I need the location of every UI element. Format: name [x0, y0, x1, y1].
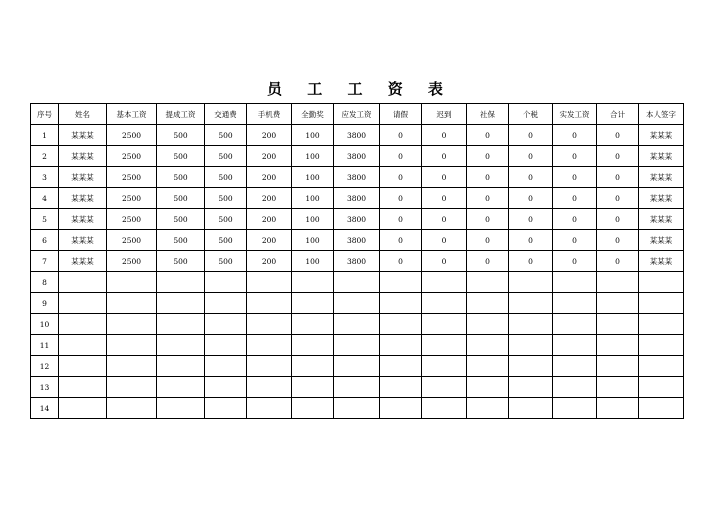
table-cell: 0 — [553, 146, 597, 167]
table-cell — [107, 314, 157, 335]
table-cell — [597, 335, 639, 356]
table-cell — [467, 398, 509, 419]
table-cell: 3800 — [334, 146, 380, 167]
table-cell — [597, 356, 639, 377]
salary-table — [30, 103, 684, 419]
table-cell: 0 — [422, 125, 467, 146]
table-cell — [247, 314, 292, 335]
table-row — [31, 188, 684, 209]
column-header: 本人签字 — [639, 104, 684, 125]
table-cell — [639, 398, 684, 419]
table-row — [31, 272, 684, 293]
table-cell: 0 — [509, 251, 553, 272]
table-cell — [422, 377, 467, 398]
table-cell: 0 — [422, 209, 467, 230]
table-cell — [509, 272, 553, 293]
table-cell: 7 — [31, 251, 59, 272]
table-cell — [205, 314, 247, 335]
table-cell: 3800 — [334, 125, 380, 146]
table-cell: 500 — [157, 146, 205, 167]
table-row — [31, 167, 684, 188]
table-cell: 0 — [380, 167, 422, 188]
table-cell: 500 — [205, 146, 247, 167]
table-cell — [292, 398, 334, 419]
table-cell — [334, 398, 380, 419]
table-cell: 2500 — [107, 146, 157, 167]
table-cell: 0 — [422, 188, 467, 209]
table-cell: 0 — [380, 209, 422, 230]
table-cell — [59, 335, 107, 356]
table-cell: 13 — [31, 377, 59, 398]
table-cell — [292, 356, 334, 377]
table-cell — [157, 335, 205, 356]
table-cell — [509, 314, 553, 335]
table-cell: 0 — [380, 251, 422, 272]
table-cell: 500 — [157, 188, 205, 209]
table-cell — [59, 398, 107, 419]
table-cell — [422, 272, 467, 293]
column-header: 提成工资 — [157, 104, 205, 125]
table-cell: 0 — [509, 125, 553, 146]
table-cell: 200 — [247, 230, 292, 251]
column-header: 请假 — [380, 104, 422, 125]
table-row — [31, 230, 684, 251]
column-header: 序号 — [31, 104, 59, 125]
table-cell — [205, 398, 247, 419]
table-cell: 0 — [467, 251, 509, 272]
table-cell: 0 — [509, 188, 553, 209]
table-cell — [157, 314, 205, 335]
table-cell — [247, 272, 292, 293]
table-cell — [59, 377, 107, 398]
table-row — [31, 125, 684, 146]
table-cell: 0 — [380, 188, 422, 209]
table-cell: 0 — [509, 167, 553, 188]
table-cell — [422, 293, 467, 314]
table-cell: 2 — [31, 146, 59, 167]
table-cell — [509, 293, 553, 314]
table-cell: 2500 — [107, 209, 157, 230]
table-cell — [59, 272, 107, 293]
table-cell — [292, 314, 334, 335]
table-cell — [380, 272, 422, 293]
table-cell — [380, 398, 422, 419]
table-cell — [247, 293, 292, 314]
table-cell: 3800 — [334, 251, 380, 272]
table-cell — [639, 272, 684, 293]
column-header: 全勤奖 — [292, 104, 334, 125]
table-cell: 500 — [157, 167, 205, 188]
table-cell: 200 — [247, 209, 292, 230]
table-header — [31, 104, 684, 125]
table-cell — [509, 356, 553, 377]
page-title: 员 工 工 资 表 — [267, 80, 453, 98]
table-cell: 100 — [292, 167, 334, 188]
table-cell — [157, 293, 205, 314]
table-row — [31, 398, 684, 419]
table-cell: 0 — [380, 125, 422, 146]
table-cell — [157, 272, 205, 293]
table-row — [31, 251, 684, 272]
column-header: 个税 — [509, 104, 553, 125]
table-cell — [639, 314, 684, 335]
table-cell — [553, 377, 597, 398]
table-cell — [59, 356, 107, 377]
table-cell: 某某某 — [639, 146, 684, 167]
table-cell: 500 — [157, 230, 205, 251]
table-cell — [509, 398, 553, 419]
table-cell — [639, 356, 684, 377]
table-row — [31, 293, 684, 314]
column-header: 应发工资 — [334, 104, 380, 125]
table-cell: 0 — [597, 230, 639, 251]
table-cell — [107, 293, 157, 314]
table-cell: 某某某 — [639, 209, 684, 230]
table-cell: 0 — [467, 188, 509, 209]
table-cell: 500 — [205, 167, 247, 188]
table-cell: 200 — [247, 167, 292, 188]
table-cell — [59, 314, 107, 335]
table-cell: 100 — [292, 251, 334, 272]
table-cell: 某某某 — [59, 146, 107, 167]
table-cell: 500 — [205, 251, 247, 272]
table-cell — [597, 272, 639, 293]
header-row — [31, 104, 684, 125]
table-cell — [334, 356, 380, 377]
table-cell — [292, 377, 334, 398]
table-cell: 某某某 — [59, 230, 107, 251]
table-cell: 0 — [553, 167, 597, 188]
table-cell — [380, 335, 422, 356]
table-cell: 0 — [380, 146, 422, 167]
table-cell: 100 — [292, 125, 334, 146]
table-cell — [205, 335, 247, 356]
table-cell: 200 — [247, 251, 292, 272]
table-row — [31, 314, 684, 335]
table-cell — [597, 398, 639, 419]
table-cell — [247, 377, 292, 398]
table-cell — [467, 293, 509, 314]
column-header: 交通费 — [205, 104, 247, 125]
table-cell: 某某某 — [59, 125, 107, 146]
table-cell: 4 — [31, 188, 59, 209]
table-cell — [107, 335, 157, 356]
table-cell: 200 — [247, 188, 292, 209]
table-cell — [597, 293, 639, 314]
table-cell: 0 — [553, 125, 597, 146]
table-cell: 500 — [205, 230, 247, 251]
table-cell — [467, 356, 509, 377]
table-cell — [205, 377, 247, 398]
table-cell — [247, 398, 292, 419]
table-cell — [292, 293, 334, 314]
table-cell: 12 — [31, 356, 59, 377]
table-cell: 9 — [31, 293, 59, 314]
table-cell — [422, 314, 467, 335]
table-cell — [380, 377, 422, 398]
table-cell — [553, 335, 597, 356]
table-cell: 10 — [31, 314, 59, 335]
table-cell — [107, 356, 157, 377]
table-cell: 某某某 — [59, 188, 107, 209]
table-cell — [639, 335, 684, 356]
table-cell — [553, 272, 597, 293]
table-cell: 0 — [509, 209, 553, 230]
table-cell: 某某某 — [59, 209, 107, 230]
table-cell: 8 — [31, 272, 59, 293]
table-cell: 某某某 — [639, 167, 684, 188]
table-cell — [553, 356, 597, 377]
table-cell: 0 — [553, 230, 597, 251]
table-cell: 0 — [422, 230, 467, 251]
table-cell — [107, 272, 157, 293]
table-cell: 3800 — [334, 209, 380, 230]
table-cell: 0 — [380, 230, 422, 251]
table-cell — [59, 293, 107, 314]
table-cell: 100 — [292, 209, 334, 230]
table-cell — [597, 377, 639, 398]
table-cell: 某某某 — [639, 188, 684, 209]
table-cell — [380, 314, 422, 335]
table-cell: 0 — [553, 209, 597, 230]
table-row — [31, 377, 684, 398]
column-header: 实发工资 — [553, 104, 597, 125]
table-cell: 某某某 — [639, 251, 684, 272]
table-cell: 500 — [205, 125, 247, 146]
table-cell — [467, 377, 509, 398]
table-cell — [205, 293, 247, 314]
table-cell: 3800 — [334, 230, 380, 251]
table-cell — [334, 377, 380, 398]
table-cell: 某某某 — [59, 251, 107, 272]
table-cell: 0 — [553, 251, 597, 272]
table-cell: 2500 — [107, 188, 157, 209]
table-cell: 0 — [422, 167, 467, 188]
table-cell — [597, 314, 639, 335]
table-cell: 某某某 — [59, 167, 107, 188]
table-cell: 14 — [31, 398, 59, 419]
table-cell: 500 — [205, 209, 247, 230]
table-cell: 0 — [597, 188, 639, 209]
table-cell: 0 — [553, 188, 597, 209]
table-cell — [553, 398, 597, 419]
table-cell: 0 — [467, 146, 509, 167]
table-cell: 11 — [31, 335, 59, 356]
table-cell — [247, 356, 292, 377]
table-cell — [639, 293, 684, 314]
table-cell: 2500 — [107, 251, 157, 272]
table-cell — [422, 335, 467, 356]
table-cell: 100 — [292, 188, 334, 209]
table-cell: 0 — [597, 209, 639, 230]
table-cell — [247, 335, 292, 356]
table-cell: 2500 — [107, 125, 157, 146]
column-header: 社保 — [467, 104, 509, 125]
table-cell — [467, 272, 509, 293]
table-cell: 0 — [509, 146, 553, 167]
table-row — [31, 356, 684, 377]
table-cell: 1 — [31, 125, 59, 146]
table-cell — [553, 293, 597, 314]
table-cell — [509, 335, 553, 356]
table-cell — [380, 356, 422, 377]
table-cell — [422, 356, 467, 377]
table-cell — [157, 398, 205, 419]
table-cell — [292, 335, 334, 356]
table-cell: 0 — [467, 125, 509, 146]
table-cell — [157, 377, 205, 398]
table-cell: 0 — [509, 230, 553, 251]
table-cell: 0 — [467, 230, 509, 251]
table-cell: 0 — [422, 146, 467, 167]
table-cell — [380, 293, 422, 314]
table-cell: 0 — [422, 251, 467, 272]
table-cell: 200 — [247, 125, 292, 146]
column-header: 姓名 — [59, 104, 107, 125]
table-cell: 某某某 — [639, 125, 684, 146]
table-body — [31, 125, 684, 419]
table-cell: 3800 — [334, 188, 380, 209]
table-cell — [334, 314, 380, 335]
table-cell: 某某某 — [639, 230, 684, 251]
table-cell: 500 — [205, 188, 247, 209]
table-cell — [157, 356, 205, 377]
table-cell: 3800 — [334, 167, 380, 188]
table-cell: 0 — [597, 146, 639, 167]
table-cell — [553, 314, 597, 335]
table-cell: 500 — [157, 209, 205, 230]
table-cell: 500 — [157, 125, 205, 146]
table-cell — [334, 272, 380, 293]
table-cell: 500 — [157, 251, 205, 272]
table-cell — [509, 377, 553, 398]
table-cell — [334, 335, 380, 356]
table-cell — [205, 356, 247, 377]
table-cell: 100 — [292, 230, 334, 251]
table-row — [31, 146, 684, 167]
column-header: 手机费 — [247, 104, 292, 125]
column-header: 基本工资 — [107, 104, 157, 125]
table-cell: 6 — [31, 230, 59, 251]
table-cell: 3 — [31, 167, 59, 188]
table-cell — [107, 398, 157, 419]
table-cell: 200 — [247, 146, 292, 167]
table-cell — [334, 293, 380, 314]
table-cell — [107, 377, 157, 398]
table-row — [31, 209, 684, 230]
column-header: 迟到 — [422, 104, 467, 125]
table-cell: 5 — [31, 209, 59, 230]
table-cell: 2500 — [107, 167, 157, 188]
table-cell — [467, 314, 509, 335]
table-cell: 0 — [467, 167, 509, 188]
table-cell: 0 — [597, 167, 639, 188]
table-cell: 0 — [467, 209, 509, 230]
table-row — [31, 335, 684, 356]
table-cell — [422, 398, 467, 419]
table-cell — [205, 272, 247, 293]
table-cell — [639, 377, 684, 398]
table-cell: 100 — [292, 146, 334, 167]
table-cell: 0 — [597, 251, 639, 272]
table-cell: 2500 — [107, 230, 157, 251]
table-cell — [292, 272, 334, 293]
table-cell — [467, 335, 509, 356]
table-cell: 0 — [597, 125, 639, 146]
column-header: 合计 — [597, 104, 639, 125]
